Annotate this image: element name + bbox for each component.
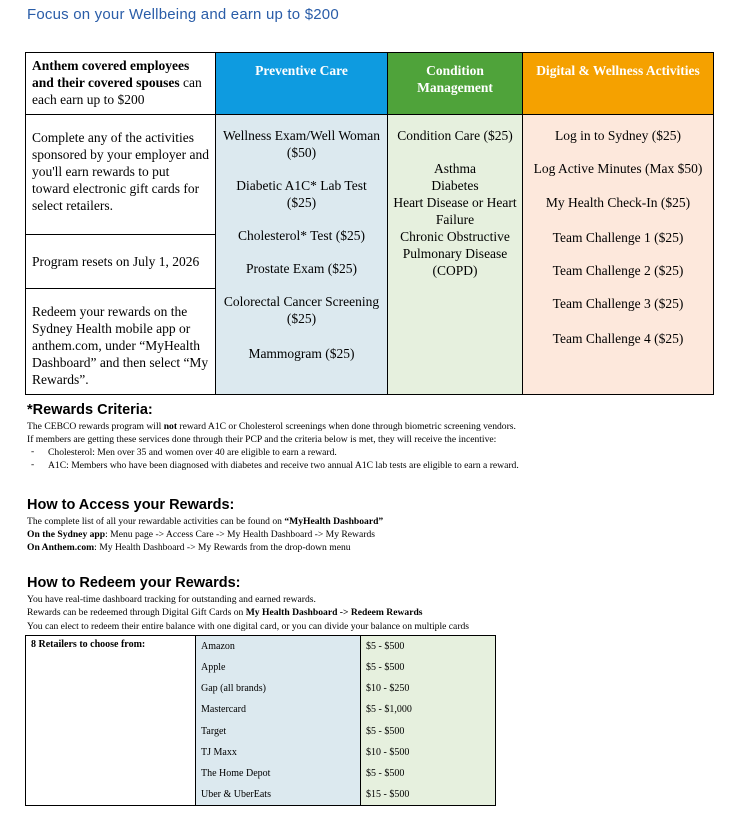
condition-item: Chronic Obstructive Pulmonary Disease (COPD) <box>400 229 510 278</box>
bullet-dash: - <box>31 446 35 457</box>
retailer-name: Uber & UberEats <box>196 784 361 806</box>
digital-item: Team Challenge 3 ($25) <box>552 296 684 311</box>
digital-item: Team Challenge 2 ($25) <box>552 263 684 278</box>
eligibility-bold: Anthem covered employees and their covered spouses <box>32 58 190 90</box>
digital-wellness-header: Digital & Wellness Activities <box>523 53 714 115</box>
retailer-name: Mastercard <box>196 699 361 720</box>
access-rewards-heading: How to Access your Rewards: <box>27 497 235 513</box>
digital-item: Log in to Sydney ($25) <box>555 128 681 143</box>
digital-item: Team Challenge 1 ($25) <box>552 230 684 245</box>
retailer-range: $5 - $500 <box>361 636 496 658</box>
page-title: Focus on your Wellbeing and earn up to $200 <box>27 6 339 23</box>
redeem-instructions: Redeem your rewards on the Sydney Health mobile app or anthem.com, under “MyHealth Dashboard” and then select “My Rewards”. <box>26 289 216 395</box>
retailer-name: Target <box>196 720 361 741</box>
condition-item: Diabetes <box>431 178 479 193</box>
redeem-line-1: You have real-time dashboard tracking for outstanding and earned rewards. <box>27 594 316 605</box>
retailer-range: $15 - $500 <box>361 784 496 806</box>
preventive-care-header: Preventive Care <box>216 53 388 115</box>
redeem-line-2: Rewards can be redeemed through Digital Gift Cards on My Health Dashboard -> Redeem Rewards <box>27 607 423 618</box>
criteria-bullet-cholesterol: Cholesterol: Men over 35 and women over 40 are eligible to earn a reward. <box>48 447 337 458</box>
retailer-range: $5 - $500 <box>361 763 496 784</box>
retailers-table <box>25 635 496 806</box>
activities-description: Complete any of the activities sponsored by your employer and you'll earn rewards to put toward electronic gift cards for select retailers. <box>26 115 216 235</box>
retailer-name: Amazon <box>196 636 361 658</box>
digital-item: Team Challenge 4 ($25) <box>552 331 684 346</box>
retailer-name: TJ Maxx <box>196 742 361 763</box>
program-reset-note: Program resets on July 1, 2026 <box>26 235 216 289</box>
access-line-anthem: On Anthem.com: My Health Dashboard -> My Rewards from the drop-down menu <box>27 542 351 553</box>
condition-care-title: Condition Care ($25) <box>397 128 513 143</box>
eligibility-rest: can each earn up to $200 <box>32 75 202 107</box>
retailer-name: Gap (all brands) <box>196 678 361 699</box>
preventive-item: Cholesterol* Test ($25) <box>237 228 366 243</box>
retailer-name: Apple <box>196 657 361 678</box>
preventive-item: Colorectal Cancer Screening ($25) <box>223 294 380 326</box>
condition-management-header: Condition Management <box>388 53 523 115</box>
rewards-criteria-heading: *Rewards Criteria: <box>27 402 153 418</box>
retailer-range: $5 - $500 <box>361 720 496 741</box>
retailer-range: $5 - $1,000 <box>361 699 496 720</box>
digital-wellness-column <box>523 115 714 395</box>
preventive-item: Wellness Exam/Well Woman ($50) <box>223 128 380 160</box>
condition-item: Heart Disease or Heart Failure <box>393 195 517 227</box>
criteria-line-2: If members are getting these services done through their PCP and the criteria below is met, they will receive the incentive: <box>27 434 497 445</box>
eligibility-header <box>26 53 216 115</box>
preventive-item: Prostate Exam ($25) <box>246 261 357 276</box>
redeem-line-3: You can elect to redeem their entire balance with one digital card, or you can divide your balance on multiple cards <box>27 621 470 632</box>
preventive-care-column <box>216 115 388 395</box>
rewards-table <box>25 52 714 395</box>
access-line-sydney: On the Sydney app: Menu page -> Access Care -> My Health Dashboard -> My Rewards <box>27 529 375 540</box>
retailers-heading: 8 Retailers to choose from: <box>26 636 196 806</box>
retailer-range: $10 - $500 <box>361 742 496 763</box>
redeem-rewards-heading: How to Redeem your Rewards: <box>27 575 241 591</box>
retailer-name: The Home Depot <box>196 763 361 784</box>
digital-item: Log Active Minutes (Max $50) <box>533 161 703 176</box>
access-line-1: The complete list of all your rewardable activities can be found on “MyHealth Dashboard” <box>27 516 384 527</box>
criteria-line-1: The CEBCO rewards program will not reward A1C or Cholesterol screenings when done through biometric screening vendors. <box>27 421 516 432</box>
criteria-bullet-a1c: A1C: Members who have been diagnosed with diabetes and receive two annual A1C lab tests are eligible to earn a reward. <box>48 460 519 471</box>
bullet-dash: - <box>31 459 35 470</box>
retailer-range: $10 - $250 <box>361 678 496 699</box>
digital-item: My Health Check-In ($25) <box>545 195 691 210</box>
preventive-item: Mammogram ($25) <box>248 346 355 361</box>
preventive-item: Diabetic A1C* Lab Test ($25) <box>236 178 367 210</box>
condition-item: Asthma <box>434 161 476 176</box>
condition-management-column <box>388 115 523 395</box>
retailer-range: $5 - $500 <box>361 657 496 678</box>
